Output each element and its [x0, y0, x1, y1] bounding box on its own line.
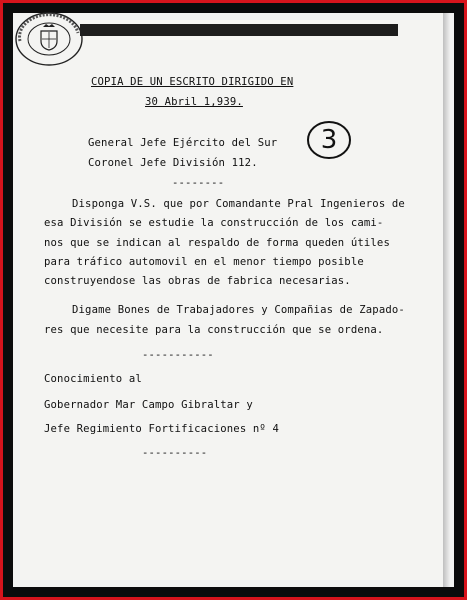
separator-1: --------	[172, 177, 225, 189]
cc-line-2: Jefe Regimiento Fortificaciones nº 4	[44, 423, 280, 435]
body-line: res que necesite para la construcción que se ordena.	[44, 324, 384, 336]
archive-seal-stamp	[14, 11, 84, 67]
body-line: esa División se estudie la construcción de los cami-	[44, 217, 384, 229]
body-line: nos que se indican al respaldo de forma queden útiles	[44, 237, 390, 249]
body-line: Digame Bones de Trabajadores y Compañias de Zapado-	[72, 304, 405, 316]
recipient-line-1: General Jefe Ejército del Sur	[88, 137, 278, 149]
page-number-text: 3	[320, 125, 338, 155]
page-edge-shadow	[443, 13, 450, 587]
separator-3: ----------	[142, 447, 208, 459]
body-line: Disponga V.S. que por Comandante Pral Ingenieros de	[72, 198, 405, 210]
body-line: para tráfico automovil en el menor tiempo posible	[44, 256, 364, 268]
page-frame	[3, 3, 464, 597]
top-dark-band	[80, 24, 398, 36]
page-number-annotation	[305, 118, 353, 162]
cc-line-1: Gobernador Mar Campo Gibraltar y	[44, 399, 253, 411]
cc-heading: Conocimiento al	[44, 373, 142, 385]
separator-2: -----------	[142, 349, 214, 361]
body-line: construyendose las obras de fabrica necesarias.	[44, 275, 351, 287]
recipient-line-2: Coronel Jefe División 112.	[88, 157, 258, 169]
heading-line-1: COPIA DE UN ESCRITO DIRIGIDO EN	[91, 76, 294, 88]
heading-date: 30 Abril 1,939.	[145, 96, 243, 108]
